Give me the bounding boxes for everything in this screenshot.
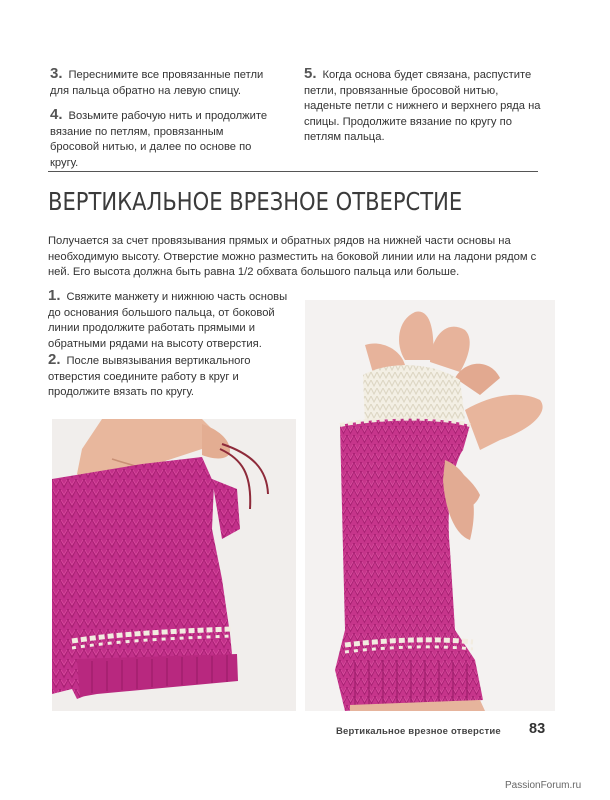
mitt-on-hand-illustration (305, 300, 555, 711)
step-number: 2. (48, 351, 61, 368)
step-number: 3. (50, 65, 63, 82)
step-2 (48, 352, 288, 401)
section-divider (48, 171, 538, 172)
step-4 (50, 107, 275, 171)
step-1 (48, 288, 288, 352)
step-number: 1. (48, 287, 61, 304)
step-number: 4. (50, 106, 63, 123)
step-number: 5. (304, 65, 317, 82)
section-intro: Получается за счет провязывания прямых и обратных рядов на нижней части основы на необходимую высоту. Отверстие можно разместить на боковой линии или на ладони рядом с ней. Его высота должна быть равна 1/2 обхвата большого пальца или больше. (48, 235, 537, 279)
step-text: Свяжите манжету и нижнюю часть основы до основания большого пальца, от боковой линии продолжите работать прямыми и обратными рядами на высоту отверстия. (48, 291, 288, 350)
page-number: 83 (529, 721, 546, 737)
watermark: PassionForum.ru (505, 780, 582, 791)
step-text: Возьмите рабочую нить и продолжите вязание по петлям, провязанным бросовой нитью, и далее по основе по кругу. (50, 110, 268, 169)
footer-section-title: Вертикальное врезное отверстие (336, 726, 501, 737)
step-3 (50, 66, 275, 99)
photo-knitted-piece-flat (52, 419, 296, 711)
knitted-piece-illustration (52, 419, 296, 711)
step-text: После вывязывания вертикального отверстия соедините работу в круг и продолжите вязать по кругу. (48, 355, 251, 399)
step-text: Когда основа будет связана, распустите петли, провязанные бросовой нитью, наденьте петли с нижнего и верхнего ряда на спицы. Продолжите вязание по кругу по петлям пальца. (304, 69, 541, 144)
step-5 (304, 66, 544, 146)
section-heading: ВЕРТИКАЛЬНОЕ ВРЕЗНОЕ ОТВЕРСТИЕ (48, 187, 463, 216)
step-text: Переснимите все провязанные петли для пальца обратно на левую спицу. (50, 69, 264, 97)
photo-mitt-on-hand (305, 300, 555, 711)
